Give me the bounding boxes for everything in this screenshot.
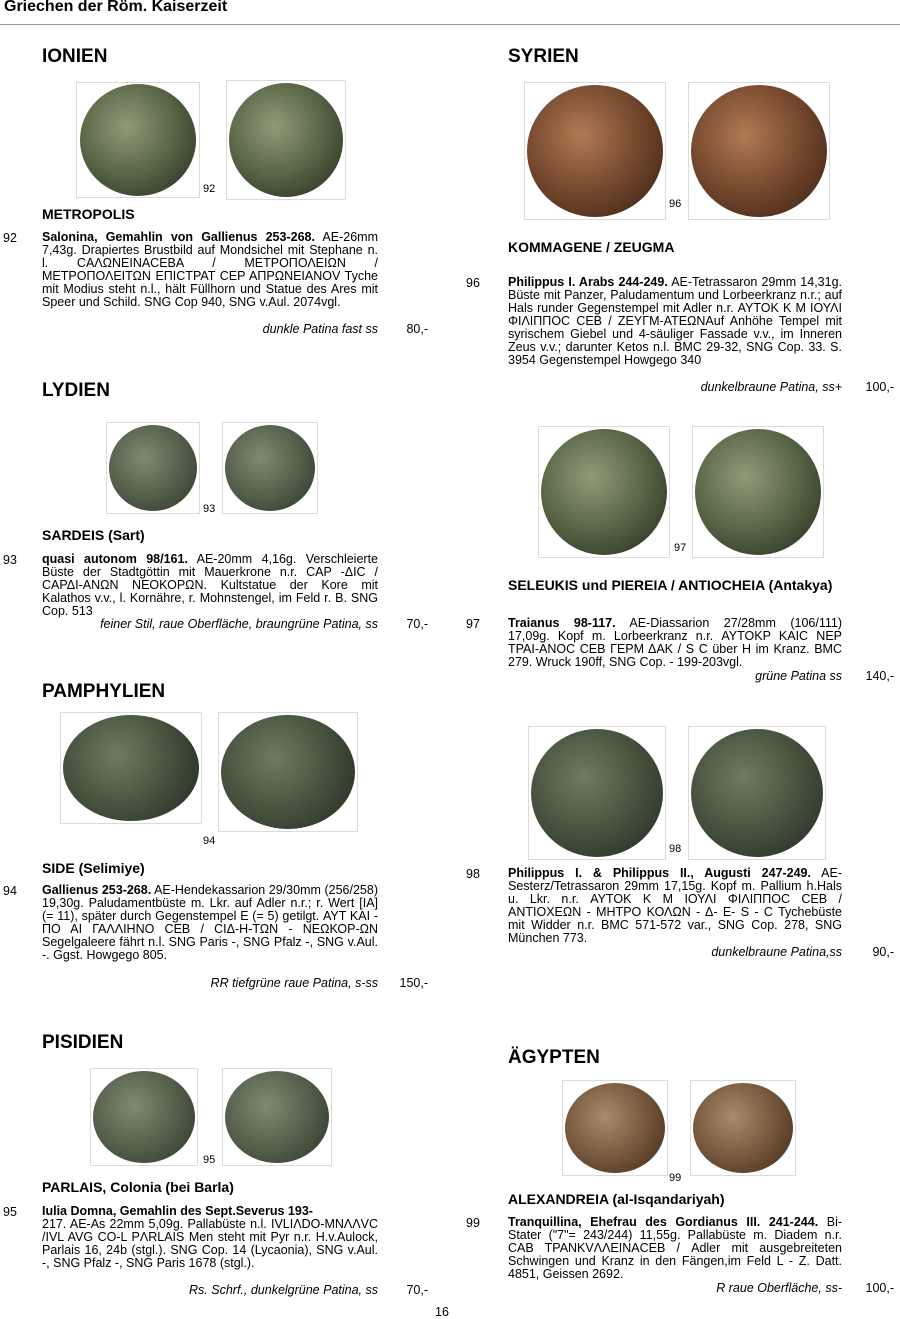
lot-condition: dunkelbraune Patina, ss+ (700, 380, 842, 394)
lot-title: quasi autonom 98/161. (42, 552, 188, 566)
lot-condition: R raue Oberfläche, ss- (716, 1281, 842, 1295)
coin-photo-reverse (688, 726, 826, 860)
lot-title: Traianus 98-117. (508, 616, 616, 630)
coin-photo-reverse (690, 1080, 796, 1176)
lot-number: 95 (3, 1205, 17, 1219)
lot-price: 100,- (865, 1281, 894, 1295)
lot-body: AE-Diassarion 27/28mm (106/111) 17,09g. Kopf m. Lorbeerkranz n.r. ΑΥΤΟΚΡ ΚΑΙC ΝΕΡ ΤΡΑΙ-ΑΝΟC CΕΒ ΓΕΡΜ ΔΑΚ / S C über H im Kranz. BMC 279. Wruck 190ff, SNG Cop. - 199-203vgl. (508, 616, 842, 669)
lot-number: 98 (466, 867, 480, 881)
lot-description (508, 276, 842, 367)
region-ionien: IONIEN (42, 46, 108, 67)
lot-condition: Rs. Schrf., dunkelgrüne Patina, ss (189, 1283, 378, 1297)
lot-condition: dunkle Patina fast ss (262, 322, 378, 336)
coin-photo-reverse (688, 82, 830, 220)
coin-photo-reverse (692, 426, 824, 558)
coin-photo-obverse (90, 1068, 198, 1166)
coin-photo-obverse (106, 422, 200, 514)
coin-photo-reverse (218, 712, 358, 832)
plate-number: 97 (674, 542, 687, 554)
lot-body: AE-Sesterz/Tetrassaron 29mm 17,15g. Kopf m. Pallium h.Hals u. Lkr. n.r. ΑΥΤΟΚ Κ Μ ΙΟΥΛΙ ΦΙΛΙΠΠΟC CΕΒ / ΑΝΤΙΟΧΕΩΝ - ΜΗΤΡΟ ΚΟΛΩΝ - Δ- Ε- S - C Tychebüste mit Widder n.r. BMC 571-572 var., SNG Cop. 278, SNG München 773. (508, 866, 843, 945)
lot-number: 94 (3, 884, 17, 898)
lot-body: 217. AE-As 22mm 5,09g. Pallabüste n.l. IVLIΛDO-MNΛΛVC /IVL AVG CO-L PΛRLAIS Men steht mit Pyr n.r. H.v.Aulock, Parlais 16, 24b (stgl.). SNG Cop. 14 (Lycaonia), SNG v.Aul. -, SNG Pfalz -, SNG Paris 1678 (stgl.). (42, 1217, 378, 1270)
lot-number: 93 (3, 553, 17, 567)
plate-number: 92 (203, 183, 216, 195)
lot-price: 100,- (865, 380, 894, 394)
page-number: 16 (435, 1305, 449, 1319)
city-heading: SELEUKIS und PIEREIA / ANTIOCHEIA (Antakya) (508, 577, 833, 593)
lot-number: 99 (466, 1216, 480, 1230)
coin-photo-obverse (528, 726, 666, 860)
city-heading: ALEXANDREIA (al-Isqandariyah) (508, 1191, 725, 1207)
lot-price: 70,- (406, 1283, 428, 1297)
lot-price: 80,- (406, 322, 428, 336)
lot-description (42, 884, 378, 962)
lot-number: 96 (466, 276, 480, 290)
coin-photo-reverse (226, 80, 346, 200)
lot-title: Iulia Domna, Gemahlin des Sept.Severus 193- (42, 1204, 313, 1218)
lot-description (42, 1205, 378, 1270)
city-heading: KOMMAGENE / ZEUGMA (508, 239, 675, 255)
lot-body: Bi-Stater ("7"= 243/244) 11,55g. Pallabüste m. Diadem n.r. CΑΒ ΤΡΑΝΚVΛΛΕΙΝΑCΕΒ / Adler mit ausgebreiteten Schwingen und Kranz in den Fängen,im Feld L - Z. Datt. 4851, Geissen 2692. (508, 1215, 843, 1281)
lot-price: 90,- (872, 945, 894, 959)
lot-condition: grüne Patina ss (755, 669, 842, 683)
header-title: Griechen der Röm. Kaiserzeit (4, 0, 228, 15)
lot-description (42, 231, 378, 309)
lot-number: 92 (3, 231, 17, 245)
lot-body: AE-Hendekassarion 29/30mm (256/258) 19,30g. Paludamentbüste m. Lkr. auf Adler n.r.; r. Wert [IA] (= 11), später durch Gegenstempel E (= 5) getilgt. ΑΥΤ ΚΑΙ - ΠΟ ΑΙ ΓΑΛΛΙΗΝΟ CΕΒ / CΙΔ-Η-ΤΩΝ - ΝΕΩΚΟΡ-ΩΝ Segelgaleere fährt n.l. SNG Paris -, SNG Pfalz -, SNG v.Aul. -. Ggst. Howgego 805. (42, 883, 378, 962)
lot-title: Gallienus 253-268. (42, 883, 152, 897)
plate-number: 95 (203, 1154, 216, 1166)
lot-title: Philippus I. & Philippus II., Augusti 247-249. (508, 866, 811, 880)
region-aegypten: ÄGYPTEN (508, 1047, 600, 1068)
lot-condition: feiner Stil, raue Oberfläche, braungrüne Patina, ss (100, 617, 378, 631)
city-heading: PARLAIS, Colonia (bei Barla) (42, 1179, 234, 1195)
coin-photo-obverse (524, 82, 666, 220)
lot-body: AE-Tetrassaron 29mm 14,31g. Büste mit Panzer, Paludamentum und Lorbeerkranz n.r.; auf Hals runder Gegenstempel mit Adler n.r. ΑΥΤΟΚ Κ Μ ΙΟΥΛΙ ΦΙΛΙΠΠΟC CΕΒ / ΖΕΥΓΜ-ΑΤΕΩΝAuf Anhöhe Tempel mit syrischem Giebel und 4-säuliger Fassade v.v., im Inneren Zeus v.v.; darunter Ketos n.l. BMC 29-32, SNG Cop. 33. S. 3954 Gegenstempel Howgego 340 (508, 275, 842, 367)
plate-number: 94 (203, 835, 216, 847)
plate-number: 93 (203, 503, 216, 515)
lot-description (42, 553, 378, 618)
region-lydien: LYDIEN (42, 380, 110, 401)
lot-price: 150,- (399, 976, 428, 990)
coin-photo-reverse (222, 1068, 332, 1166)
coin-photo-obverse (562, 1080, 668, 1176)
lot-condition: RR tiefgrüne raue Patina, s-ss (210, 976, 378, 990)
lot-body: AE-26mm 7,43g. Drapiertes Brustbild auf Mondsichel mit Stephane n. l. CΑΛΩΝΕΙΝΑCΕΒΑ / ΜΕΤΡΟΠΟΛΕΙΩΝ / ΜΕΤΡΟΠΟΛΕΙΤΩΝ ΕΠΙCΤΡΑΤ CΕΡ ΑΠΡΩΝΕΙΑΝΟV Tyche mit Modius steht n.l., hält Füllhorn und Statue des Ares mit Speer und Schild. SNG Cop 940, SNG v.Aul. 2074vgl. (42, 230, 378, 309)
plate-number: 99 (669, 1172, 682, 1184)
region-syrien: SYRIEN (508, 46, 579, 67)
plate-number: 96 (669, 198, 682, 210)
page-header (0, 0, 900, 25)
coin-photo-obverse (538, 426, 670, 558)
lot-title: Philippus I. Arabs 244-249. (508, 275, 668, 289)
plate-number: 98 (669, 843, 682, 855)
lot-description (508, 867, 842, 945)
lot-description (508, 617, 842, 669)
lot-title: Salonina, Gemahlin von Gallienus 253-268. (42, 230, 315, 244)
lot-description (508, 1216, 842, 1281)
coin-photo-reverse (222, 422, 318, 514)
region-pisidien: PISIDIEN (42, 1032, 124, 1053)
lot-body: AE-20mm 4,16g. Verschleierte Büste der Stadtgöttin mit Mauerkrone n.r. CΑΡ -ΔΙC / CΑΡΔΙ-ΑΝΩΝ ΝΕΟΚΟΡΩΝ. Kultstatue der Kore mit Kalathos v.v., l. Kornähre, r. Mohnstengel, im Feld r. B. SNG Cop. 513 (42, 552, 378, 618)
lot-condition: dunkelbraune Patina,ss (711, 945, 842, 959)
city-heading: SIDE (Selimiye) (42, 860, 145, 876)
lot-price: 140,- (865, 669, 894, 683)
lot-price: 70,- (406, 617, 428, 631)
region-pamphylien: PAMPHYLIEN (42, 681, 166, 702)
coin-photo-obverse (76, 82, 200, 198)
city-heading: SARDEIS (Sart) (42, 527, 145, 543)
lot-number: 97 (466, 617, 480, 631)
city-heading: METROPOLIS (42, 206, 135, 222)
lot-title: Tranquillina, Ehefrau des Gordianus III. 241-244. (508, 1215, 819, 1229)
coin-photo-obverse (60, 712, 202, 824)
